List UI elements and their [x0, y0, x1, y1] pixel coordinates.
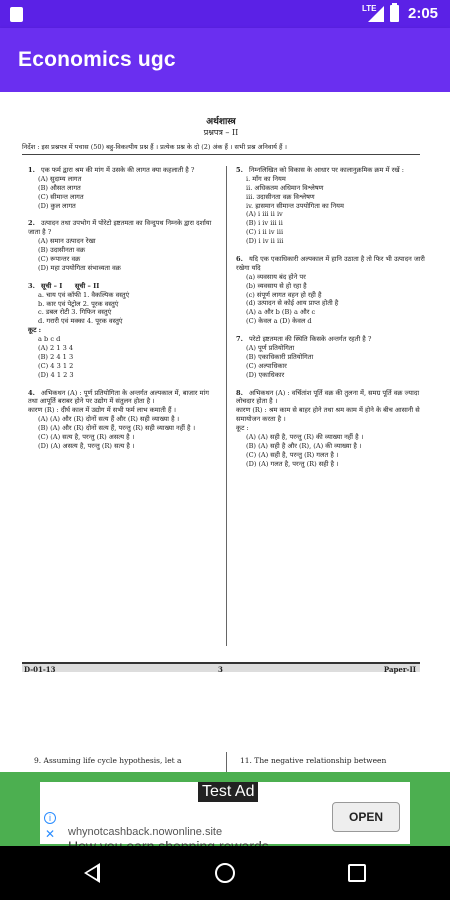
paper-title: अर्थशास्त्र [206, 117, 236, 127]
instruction-text: निर्देश : इस प्रश्नपत्र में पचास (50) बहु-विकल्पीय प्रश्न हैं । प्रत्येक प्रश्न के दो (2) अंक हैं । सभी प्रश्न अनिवार्य हैं । [22, 142, 420, 155]
option: (C) अल्पाधिकार [246, 361, 287, 370]
question-text: अभिकथन (A) : पूर्ण प्रतियोगिता के अन्तर्गत अल्पकाल में, बाजार मांग तथा आपूर्ति बराबर होने पर उद्योग में संतुलन होता है । [28, 388, 209, 406]
question-number: 3. [28, 281, 35, 290]
option: (D) कुल लागत [38, 201, 76, 210]
code-label: कूट : [28, 326, 42, 335]
question-item [28, 389, 218, 451]
code-row: (A) 2 1 3 4 [38, 344, 74, 353]
option: iv. ह्रासमान सीमान्त उपयोगिता का नियम [246, 201, 344, 210]
question-number: 5. [236, 166, 243, 174]
option: (D) (A) गलत है, परन्तु (R) सही है । [246, 459, 339, 468]
question-item [28, 219, 218, 272]
question-number: 1. [28, 166, 35, 174]
option: (B) (A) सही है और (R), (A) की व्याख्या है । [246, 441, 362, 450]
match-question [28, 282, 218, 380]
ad-open-button[interactable]: OPEN [332, 802, 400, 832]
question-number: 7. [236, 335, 243, 344]
list-one-heading: सूची – I [41, 281, 63, 290]
question-columns [22, 166, 425, 646]
option: (A) i iii ii iv [246, 210, 283, 219]
option: (C) (A) सत्य है, परन्तु (R) असत्य है । [38, 433, 135, 442]
match-row: c. डबल रोटी 3. गिफिन वस्तुएं [38, 308, 112, 317]
question-item [236, 255, 426, 326]
list-two-heading: सूची – II [74, 281, 100, 290]
match-row: a. चाय एवं कॉफी 1. वैकल्पिक वस्तुएं [38, 290, 130, 299]
question-item [236, 389, 426, 469]
ad-close-icon[interactable]: ✕ [45, 827, 56, 841]
page-heading [22, 114, 420, 138]
question-text: यदि एक एकाधिकारी अल्पकाल में हानि उठाता है तो फिर भी उत्पादन जारी रखेगा यदि [236, 255, 425, 272]
code-row: a b c d [38, 335, 61, 344]
question-item [236, 166, 426, 246]
navigation-bar [0, 846, 450, 900]
recent-apps-icon[interactable] [348, 864, 366, 882]
back-icon[interactable] [84, 863, 100, 883]
right-column [236, 166, 426, 478]
question-item [236, 335, 426, 379]
paper-subtitle: प्रश्नपत्र – II [203, 128, 239, 137]
pdf-viewer[interactable] [0, 92, 450, 772]
reason-text: कारण (R) : श्रम काम से बाहर होने तथा श्रम काम में होने के बीच आसानी से समायोजन करता है । [236, 406, 420, 424]
option: (c) संपूर्ण लागत वहन हो रही है [246, 290, 322, 299]
home-icon[interactable] [215, 863, 235, 883]
question-text: निम्नलिखित को विकास के आधार पर कालानुक्रमिक क्रम में रखें : [249, 166, 404, 174]
question-text: उत्पादन तथा उपभोग में पोरेटो इष्टतमता का विन्दुपथ निम्नके द्वारा दर्शाया जाता है ? [28, 219, 212, 237]
option: i. माँग का नियम [246, 174, 286, 183]
question-number: 4. [28, 388, 35, 397]
option: (d) उत्पादन से कोई आय प्राप्त होती है [246, 299, 339, 308]
next-question-right: 11. The negative relationship between [240, 756, 387, 765]
app-title: Economics ugc [18, 48, 176, 71]
ad-url[interactable]: whynotcashback.nowonline.site [68, 826, 223, 838]
test-ad-label: Test Ad [198, 782, 258, 802]
option: (D) (A) असत्य है, परन्तु (R) सत्य है । [38, 441, 135, 450]
option: (B) एकाधिकारी प्रतियोगिता [246, 352, 314, 361]
question-number: 6. [236, 255, 243, 264]
option: (A) समान उत्पादन रेखा [38, 237, 96, 246]
option: (D) एकाधिकार [246, 370, 285, 379]
option: (C) केवल a (D) केवल d [246, 317, 312, 326]
option: (A) पूर्ण प्रतियोगिता [246, 344, 295, 353]
option: (D) i iv ii iii [246, 237, 284, 246]
code-row: (D) 4 1 2 3 [38, 370, 74, 379]
option: (A) (A) सही है, परन्तु (R) की व्याख्या नहीं है । [246, 433, 364, 442]
option: (B) उदासीनता वक्र [38, 246, 86, 255]
match-row: d. गरारी एवं मक्का 4. पूरक वस्तुएं [38, 317, 123, 326]
question-text: एक फर्म द्वारा श्रम की मांग में उसके की लागत क्या कहलाती है ? [41, 166, 195, 174]
option: (C) i ii iv iii [246, 228, 284, 237]
code-row: (C) 4 3 1 2 [38, 361, 74, 370]
ad-banner[interactable] [0, 772, 450, 846]
option: (D) महा उपयोगिता संभाव्यता वक्र [38, 263, 121, 272]
page-number: 3 [218, 665, 223, 674]
option: (b) व्यवसाय से हो रहा है [246, 281, 307, 290]
option: (B) i iv iii ii [246, 219, 283, 228]
paper-label: Paper-II [383, 665, 416, 674]
column-divider [226, 166, 227, 646]
lte-label: LTE [362, 4, 377, 13]
paper-code: D-01-13 [24, 665, 56, 674]
status-bar [0, 0, 450, 28]
question-number: 8. [236, 388, 243, 397]
option: (a) व्यवसाय बंद होने पर [246, 272, 306, 281]
app-bar [0, 28, 450, 92]
question-number: 2. [28, 219, 35, 228]
code-row: (B) 2 4 1 3 [38, 352, 74, 361]
page-footer [22, 662, 420, 672]
option: (B) औसत लागत [38, 183, 81, 192]
option: (B) (A) और (R) दोनों सत्य हैं, परन्तु (R) सही व्याख्या नहीं है । [38, 424, 196, 433]
option: (A) a और b (B) a और c [246, 308, 316, 317]
option: ii. अधिकतम अधिमान विश्लेषण [246, 183, 324, 192]
question-text: अभिकथन (A) : वर्चितांश पूर्ति वक्र की तुलना में, समग्र पूर्ति वक्र ज्यादा लोचदार होता है । [236, 388, 420, 406]
question-text: परेटो इष्टतमता की स्थिति किसके अन्तर्गत रहती है ? [249, 335, 372, 344]
option: (C) (A) सही है, परन्तु (R) गलत है । [246, 450, 339, 459]
reason-text: कारण (R) : दीर्घ काल में उद्योग में सभी फर्म लाभ कमाती हैं । [28, 406, 177, 415]
option: (A) सुदाम्य लागत [38, 174, 82, 183]
match-row: b. कार एवं पेट्रोल 2. पूरक वस्तुएं [38, 299, 119, 308]
option: iii. उदासीनता वक्र विश्लेषण [246, 192, 315, 201]
left-column [28, 166, 218, 460]
sd-card-icon [10, 7, 23, 22]
next-question-left: 9. Assuming life cycle hypothesis, let a [34, 756, 182, 765]
ad-card[interactable] [40, 782, 410, 844]
question-item [28, 166, 218, 210]
option: (C) सीमान्त लागत [38, 192, 84, 201]
pdf-page [22, 114, 425, 674]
status-time: 2:05 [408, 5, 439, 22]
ad-info-icon[interactable]: i [44, 812, 56, 824]
code-label: कूट : [236, 424, 249, 433]
option: (A) (A) और (R) दोनों सत्य हैं और (R) सही व्याख्या है । [38, 415, 180, 424]
signal-icon [368, 6, 384, 22]
battery-icon [390, 5, 399, 22]
option: (C) रूपान्तर वक्र [38, 255, 81, 264]
